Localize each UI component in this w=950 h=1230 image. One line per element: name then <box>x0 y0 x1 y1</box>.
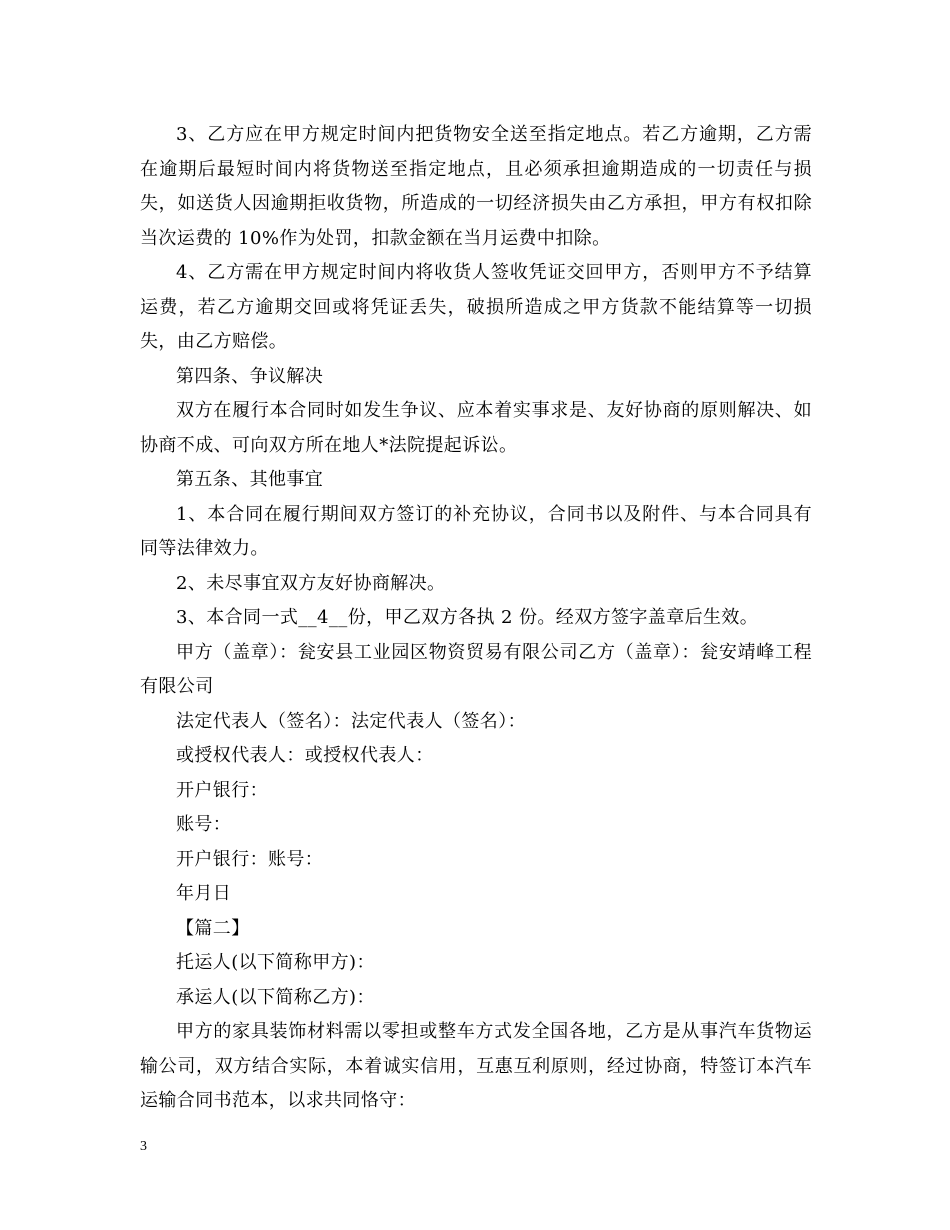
clause-4-receipt: 4、乙方需在甲方规定时间内将收货人签收凭证交回甲方，否则甲方不予结算运费，若乙方逾期交回或将凭证丢失，破损所造成之甲方货款不能结算等一切损失，由乙方赔偿。 <box>140 262 812 352</box>
bank-account-line: 开户银行：账号： <box>176 848 324 870</box>
section-heading: 【篇二】 <box>176 917 250 939</box>
article-4-text: 双方在履行本合同时如发生争议、应本着实事求是、友好协商的原则解决、如协商不成、可向双方所在地人*法院提起诉讼。 <box>140 400 812 456</box>
bank-line: 开户银行： <box>176 779 268 801</box>
article-5-item-2: 2、未尽事宜双方友好协商解决。 <box>176 572 446 594</box>
authorized-representatives: 或授权代表人：或授权代表人： <box>176 745 434 766</box>
clause-3-delivery: 3、乙方应在甲方规定时间内把货物安全送至指定地点。若乙方逾期，乙方需在逾期后最短时间内将货物送至指定地点，且必须承担逾期造成的一切责任与损失，如送货人因逾期拒收货物，所造成的一切经济损失由乙方承担，甲方有权扣除当次运费的 10%作为处罚，扣款金额在当月运费中扣除。 <box>140 124 812 249</box>
legal-representatives: 法定代表人（签名）：法定代表人（签名）： <box>176 710 526 732</box>
page-number: 3 <box>140 1139 147 1154</box>
article-5-item-3: 3、本合同一式__4__份，甲乙双方各执 2 份。经双方签字盖章后生效。 <box>176 607 759 628</box>
article-5-item-1: 1、本合同在履行期间双方签订的补充协议，合同书以及附件、与本合同具有同等法律效力。 <box>140 503 812 559</box>
date-line: 年月日 <box>176 883 232 904</box>
contract-intro: 甲方的家具装饰材料需以零担或整车方式发全国各地，乙方是从事汽车货物运输公司，双方结合实际，本着诚实信用，互惠互利原则，经过协商，特签订本汽车运输合同书范本，以求共同恪守： <box>140 1021 812 1111</box>
account-line: 账号： <box>176 814 232 835</box>
document-body <box>140 118 812 1119</box>
party-seals: 甲方（盖章）：瓮安县工业园区物资贸易有限公司乙方（盖章）：瓮安靖峰工程有限公司 <box>140 641 812 697</box>
article-5-heading: 第五条、其他事宜 <box>176 469 324 490</box>
article-4-heading: 第四条、争议解决 <box>176 365 324 387</box>
carrier-line: 承运人(以下简称乙方)： <box>176 986 375 1008</box>
shipper-line: 托运人(以下简称甲方)： <box>176 952 375 973</box>
